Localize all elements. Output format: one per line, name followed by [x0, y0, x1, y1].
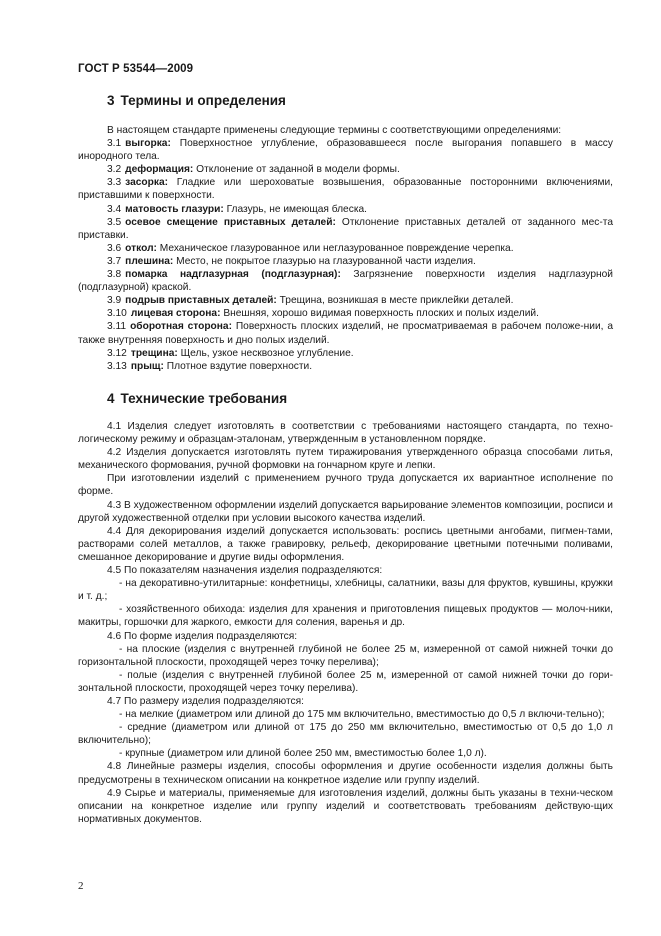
- page-number: 2: [78, 880, 84, 892]
- term-number: 3.13: [107, 360, 127, 372]
- term-definition: [78, 137, 613, 163]
- term-text: Поверхность плоских изделий, не просматриваемая в рабочем положе-нии, а также внутренняя поверхность и дно полых изделий.: [78, 321, 613, 346]
- list-item: - полые (изделия с внутренней глубиной более 25 м, измеренной от самой нижней точки до гори-зонтальной плоскости, проходящей через точку перелива).: [78, 669, 613, 694]
- term-text: Внешняя, хорошо видимая поверхность плоских и полых изделий.: [223, 308, 539, 320]
- requirement-paragraph: При изготовлении изделий с применением ручного труда допускается их вариантное исполнение по форме.: [78, 473, 613, 498]
- section-4-heading: [107, 391, 287, 406]
- term-text: Отклонение приставных деталей от заданного мес-та приставки.: [78, 216, 613, 241]
- term-definition: [78, 176, 613, 202]
- section-4-body: [78, 420, 613, 826]
- term-number: 3.8: [107, 269, 122, 281]
- term-definition: [78, 294, 613, 307]
- term-text: Поверхностное углубление, образовавшееся после выгорания попавшего в массу инородного тела.: [78, 138, 613, 163]
- requirement-paragraph: 4.5 По показателям назначения изделия подразделяются:: [107, 565, 383, 577]
- term-name: плешина:: [125, 255, 174, 267]
- term-name: оборотная сторона:: [130, 321, 232, 333]
- term-definition: [78, 268, 613, 294]
- term-text: Отклонение от заданной в модели формы.: [196, 164, 400, 176]
- term-definition: [78, 163, 613, 176]
- term-name: прыщ:: [130, 360, 164, 372]
- requirement-paragraph: 4.2 Изделия допускается изготовлять путем тиражирования утвержденного образца способами литья, механического формования, ручной формовки на гончарном круге и лепки.: [78, 447, 613, 472]
- term-name: деформация:: [125, 164, 194, 176]
- term-text: Загрязнение поверхности изделия надглазурной (подглазурной) краской.: [78, 269, 613, 294]
- term-definition: [78, 360, 613, 373]
- term-number: 3.6: [107, 242, 122, 254]
- section-title: Технические требования: [120, 391, 288, 406]
- requirement-paragraph: 4.1 Изделия следует изготовлять в соответствии с требованиями настоящего стандарта, по техно-логическому режиму и образцам-эталонам, утвержденным в установленном порядке.: [78, 421, 613, 446]
- term-name: осевое смещение приставных деталей:: [125, 216, 336, 228]
- term-definition: [78, 242, 613, 255]
- section-3-body: [78, 124, 613, 373]
- term-text: Плотное вздутие поверхности.: [166, 360, 313, 372]
- requirement-paragraph: 4.6 По форме изделия подразделяются:: [107, 630, 298, 642]
- term-definition: [78, 320, 613, 346]
- term-number: 3.9: [107, 295, 122, 307]
- requirement-paragraph: 4.8 Линейные размеры изделия, способы оформления и другие особенности изделия должны быть предусмотрены в техническом описании на конкретное изделие или группу изделий.: [78, 761, 613, 786]
- term-name: откол:: [125, 242, 157, 254]
- term-name: засорка:: [125, 177, 169, 189]
- term-definition: [78, 347, 613, 360]
- document-header: ГОСТ Р 53544—2009: [78, 63, 194, 75]
- list-item: - на плоские (изделия с внутренней глубиной не более 25 м, измеренной от самой нижней точки до горизонтальной плоскости, проходящей через точку перелива);: [78, 643, 613, 668]
- term-number: 3.5: [107, 216, 122, 228]
- list-item: - на мелкие (диаметром или длиной до 175 мм включительно, вместимостью до 0,5 л включи-тельно);: [119, 709, 605, 721]
- term-definition: [78, 216, 613, 242]
- term-text: Место, не покрытое глазурью на глазурованной части изделия.: [176, 255, 476, 267]
- list-item: - на декоративно-утилитарные: конфетницы, хлебницы, салатники, вазы для фруктов, кувшины, кружки и т. д.;: [78, 578, 613, 603]
- section-title: Термины и определения: [120, 93, 286, 108]
- term-number: 3.4: [107, 203, 122, 215]
- term-definition: [78, 307, 613, 320]
- section-number: 3: [107, 93, 115, 108]
- term-number: 3.10: [107, 308, 127, 320]
- term-definition: [78, 203, 613, 216]
- section-number: 4: [107, 391, 115, 406]
- list-item: - хозяйственного обихода: изделия для хранения и приготовления пищевых продуктов — молоч-ники, макитры, горшочки для жаркого, емкости для соления, варенья и др.: [78, 604, 613, 629]
- section-intro: В настоящем стандарте применены следующие термины с соответствующими определениями:: [107, 125, 562, 136]
- term-name: матовость глазури:: [125, 203, 224, 215]
- term-number: 3.12: [107, 347, 127, 359]
- term-definition: [78, 255, 613, 268]
- term-text: Гладкие или шероховатые возвышения, образованные посторонними включениями, приставшими к поверхности.: [78, 177, 613, 202]
- term-text: Щель, узкое несквозное углубление.: [180, 347, 354, 359]
- term-name: трещина:: [130, 347, 178, 359]
- term-name: помарка надглазурная (подглазурная):: [125, 269, 341, 281]
- term-text: Трещина, возникшая в месте приклейки деталей.: [279, 295, 514, 307]
- term-number: 3.7: [107, 255, 122, 267]
- section-3-heading: [107, 93, 286, 108]
- term-name: подрыв приставных деталей:: [125, 295, 277, 307]
- requirement-paragraph: 4.9 Сырье и материалы, применяемые для изготовления изделий, должны быть указаны в техни-ческом описании на конкретное изделие или группу изделий и соответствовать требованиям действую-щих нормативных документов.: [78, 787, 613, 825]
- term-text: Механическое глазурованное или неглазурованное повреждение черепка.: [159, 242, 514, 254]
- term-name: выгорка:: [125, 138, 171, 150]
- term-name: лицевая сторона:: [130, 308, 221, 320]
- list-item: - средние (диаметром или длиной от 175 до 250 мм включительно, вместимостью от 0,5 до 1,0 л включительно);: [78, 722, 613, 747]
- requirement-paragraph: 4.7 По размеру изделия подразделяются:: [107, 695, 304, 707]
- term-number: 3.2: [107, 164, 122, 176]
- term-text: Глазурь, не имеющая блеска.: [226, 203, 367, 215]
- requirement-paragraph: 4.4 Для декорирования изделий допускается использовать: роспись цветными ангобами, пигмен-тами, растворами солей металлов, а также гравировку, рельеф, декорирование цветными потечными поливами, смешанное декорирование и другие виды оформления.: [78, 525, 613, 563]
- list-item: - крупные (диаметром или длиной более 250 мм, вместимостью более 1,0 л).: [119, 748, 487, 760]
- requirement-paragraph: 4.3 В художественном оформлении изделий допускается варьирование элементов композиции, росписи и другой художественной отделки при условии высокого качества изделий.: [78, 499, 613, 524]
- term-number: 3.11: [107, 321, 127, 333]
- term-number: 3.3: [107, 177, 122, 189]
- term-number: 3.1: [107, 138, 122, 150]
